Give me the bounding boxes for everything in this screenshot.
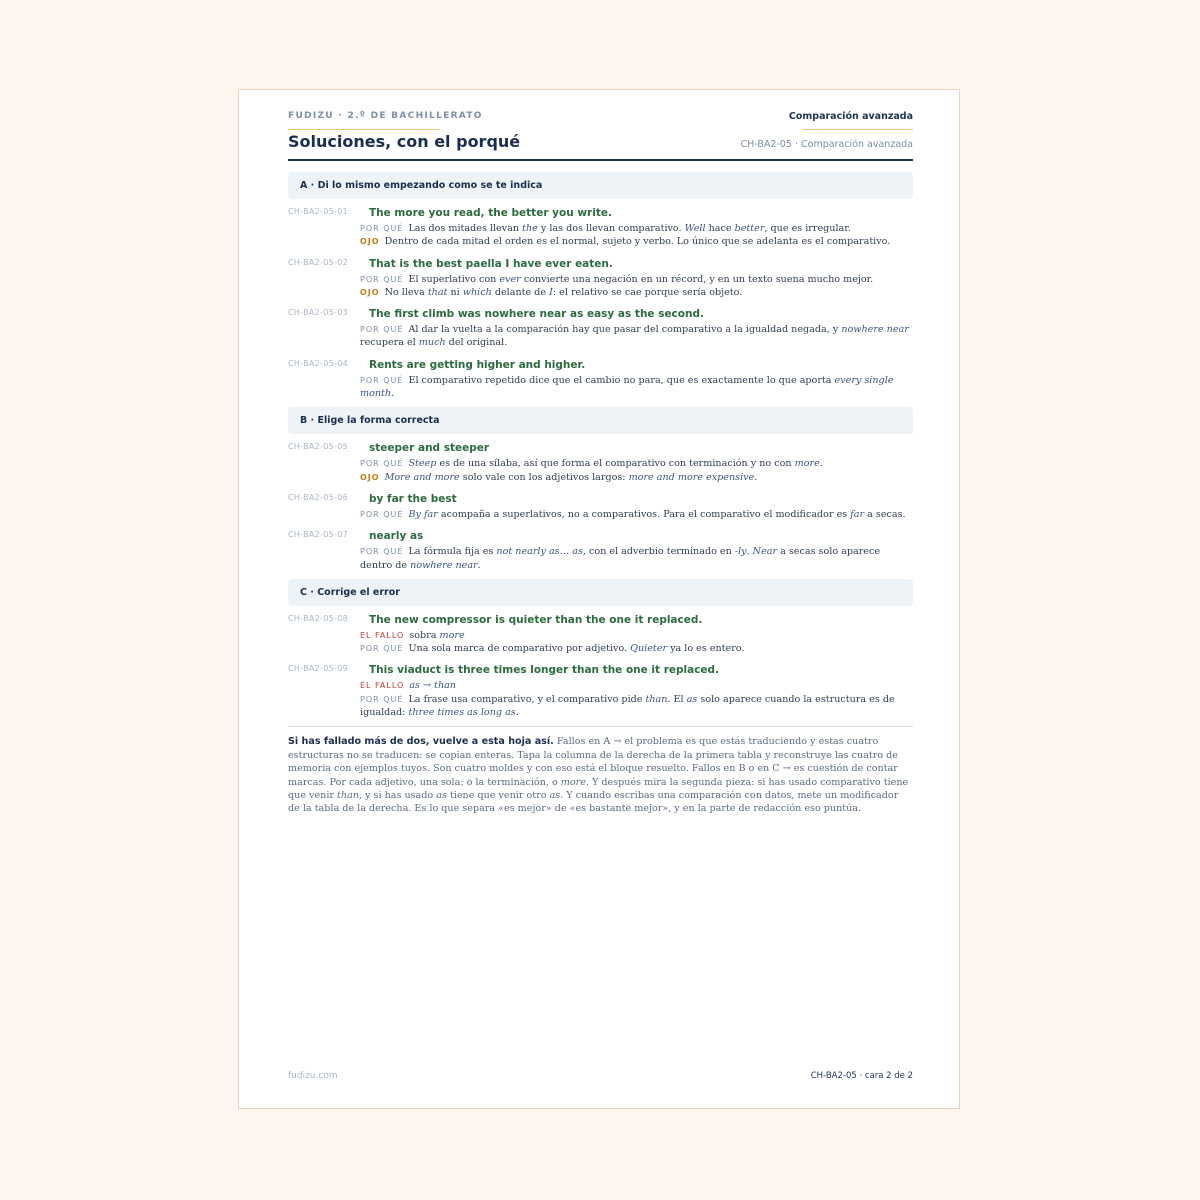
italic-term: -ly xyxy=(734,546,747,558)
answer-text: That is the best paella I have ever eaten. xyxy=(369,257,613,270)
italic-term: Well xyxy=(684,223,706,234)
item-code: CH-BA2-05-03 xyxy=(288,308,348,318)
solution-item xyxy=(288,440,913,484)
italic-term: nowhere near xyxy=(410,559,478,571)
italic-term: than xyxy=(337,789,359,801)
why-label: POR QUÉ xyxy=(360,509,404,519)
italic-term: as xyxy=(549,789,561,801)
why-note: POR QUÉ La frase usa comparativo, y el comparativo pide than. El as solo aparece cuando la estructura es de igualdad: three times as long as. xyxy=(360,693,895,719)
italic-term: that xyxy=(427,286,448,298)
title-divider xyxy=(288,159,913,161)
topic-underline xyxy=(803,129,913,130)
why-label: POR QUÉ xyxy=(360,644,404,654)
italic-term: more xyxy=(794,458,820,470)
ojo-note: OJO Dentro de cada mitad el orden es el normal, sujeto y verbo. Lo único que se adelanta es el comparativo. xyxy=(360,236,891,248)
why-note: POR QUÉ Al dar la vuelta a la comparación hay que pasar del comparativo a la igualdad negada, y nowhere near recupera el much del original. xyxy=(360,324,909,349)
italic-term: three times as long as xyxy=(408,707,516,719)
item-code: CH-BA2-05-01 xyxy=(288,207,348,216)
why-note: POR QUÉ Steep es de una sílaba, así que forma el comparativo con terminación y no con more. xyxy=(360,458,823,470)
italic-term: Quieter xyxy=(630,643,668,655)
italic-term: as xyxy=(436,789,447,801)
answer-text: The first climb was nowhere near as easy as the second. xyxy=(369,308,704,321)
brand-label: FUDIZU · 2.º DE BACHILLERATO xyxy=(288,111,483,121)
solution-item xyxy=(288,357,913,401)
italic-term: By far xyxy=(408,508,438,520)
italic-term: not nearly as… as xyxy=(496,546,583,558)
fallo-note xyxy=(360,679,913,692)
item-code: CH-BA2-05-08 xyxy=(288,613,348,623)
why-label: POR QUÉ xyxy=(360,694,404,704)
page-title: Soluciones, con el porqué xyxy=(288,132,521,151)
worksheet-page xyxy=(238,89,960,1109)
italic-term: the xyxy=(522,223,538,234)
solution-item xyxy=(288,205,913,249)
worksheet-code: CH-BA2-05 · Comparación avanzada xyxy=(740,139,913,150)
item-code: CH-BA2-05-04 xyxy=(288,358,348,368)
why-note: POR QUÉ By far acompaña a superlativos, no a comparativos. Para el comparativo el modificador es far a secas. xyxy=(360,508,906,520)
italic-term: Near xyxy=(752,546,778,558)
footer-site: fudizu.com xyxy=(288,1071,338,1081)
fallo-label: EL FALLO xyxy=(360,630,405,640)
why-note: POR QUÉ El superlativo con ever convierte una negación en un récord, y en un texto suena mucho mejor. xyxy=(360,273,874,285)
answer-text: by far the best xyxy=(369,492,457,505)
why-note: POR QUÉ La fórmula fija es not nearly as… as, con el adverbio terminado en -ly. Near a secas solo aparece dentro de nowhere near. xyxy=(360,546,881,571)
answer-text: This viaduct is three times longer than the one it replaced. xyxy=(369,664,720,677)
ojo-label: OJO xyxy=(360,287,380,297)
item-code: CH-BA2-05-06 xyxy=(288,492,348,502)
italic-term: than xyxy=(645,693,668,705)
answer-text: nearly as xyxy=(369,530,424,543)
why-label: POR QUÉ xyxy=(360,547,404,557)
brand-underline xyxy=(288,129,440,130)
italic-term: as → than xyxy=(409,680,457,692)
section-heading: C · Corrige el error xyxy=(288,579,913,606)
italic-term: ever xyxy=(499,273,521,285)
italic-term: every single month xyxy=(360,374,894,400)
item-code: CH-BA2-05-09 xyxy=(288,664,348,674)
why-label: POR QUÉ xyxy=(360,459,404,469)
italic-term: more xyxy=(560,776,586,788)
section-heading: A · Di lo mismo empezando como se te indica xyxy=(288,172,913,199)
solution-item xyxy=(288,662,913,719)
why-note: POR QUÉ Las dos mitades llevan the y las dos llevan comparativo. Well hace better, que es irregular. xyxy=(360,223,851,234)
why-label: POR QUÉ xyxy=(360,224,404,233)
ojo-note: OJO No lleva that ni which delante de I: el relativo se cae porque sería objeto. xyxy=(360,286,743,298)
italic-term: better xyxy=(734,223,765,234)
ojo-label: OJO xyxy=(360,472,380,482)
solution-item xyxy=(288,612,913,656)
solution-item xyxy=(288,256,913,300)
ojo-label: OJO xyxy=(360,237,380,247)
answer-text: The new compressor is quieter than the one it replaced. xyxy=(369,613,703,626)
italic-term: much xyxy=(418,337,446,349)
solution-item xyxy=(288,528,913,572)
footer-page-number: CH-BA2-05 · cara 2 de 2 xyxy=(810,1071,913,1081)
italic-term: as xyxy=(686,693,698,705)
italic-term: Steep xyxy=(408,458,437,470)
italic-term: far xyxy=(850,508,865,520)
answer-text: steeper and steeper xyxy=(369,442,490,455)
italic-term: I xyxy=(549,286,553,298)
why-label: POR QUÉ xyxy=(360,375,404,385)
italic-term: which xyxy=(462,286,492,298)
item-code: CH-BA2-05-07 xyxy=(288,530,348,540)
item-code: CH-BA2-05-05 xyxy=(288,442,348,452)
why-label: POR QUÉ xyxy=(360,325,404,335)
section-heading: B · Elige la forma correcta xyxy=(288,407,913,434)
page-header xyxy=(288,111,913,131)
fallo-label: EL FALLO xyxy=(360,681,405,691)
summary-divider xyxy=(288,726,913,727)
summary-lead: Si has fallado más de dos, vuelve a esta hoja así. xyxy=(288,736,554,748)
ojo-note: OJO More and more solo vale con los adjetivos largos: more and more expensive. xyxy=(360,471,758,483)
italic-term: More and more xyxy=(384,471,460,483)
why-label: POR QUÉ xyxy=(360,274,404,284)
solutions-content xyxy=(288,172,913,816)
italic-term: more and more expensive xyxy=(628,471,755,483)
answer-text: Rents are getting higher and higher. xyxy=(369,358,586,371)
italic-term: more xyxy=(439,629,465,641)
italic-term: nowhere near xyxy=(841,324,909,336)
fallo-note: EL FALLO sobra more xyxy=(360,629,465,641)
topic-label: Comparación avanzada xyxy=(788,111,913,122)
solution-item xyxy=(288,306,913,350)
answer-text: The more you read, the better you write. xyxy=(369,207,612,219)
why-note: POR QUÉ El comparativo repetido dice que el cambio no para, que es exactamente lo que aporta every single month. xyxy=(360,374,894,400)
solution-item xyxy=(288,491,913,521)
item-code: CH-BA2-05-02 xyxy=(288,257,348,267)
why-note: POR QUÉ Una sola marca de comparativo por adjetivo. Quieter ya lo es entero. xyxy=(360,643,745,655)
summary-paragraph: Si has fallado más de dos, vuelve a esta hoja así. Fallos en A → el problema es que estás traduciendo y estas cuatro estructuras no se traducen: se copian enteras. Tapa la columna de la derecha de la primera tabla y reconstruye las cuatro de memoria con ejemplos tuyos. Son cuatro moldes y con eso está el bloque resuelto. Fallos en B o en C → es cuestión de contar marcas. Por cada adjetivo, una sola: o la terminación, o more. Y después mira la segunda pieza: si has usado comparativo tiene que venir than, y si has usado as tiene que venir otro as. Y cuando escribas una comparación con datos, mete un modificador de la tabla de la derecha. Es lo que separa «es mejor» de «es bastante mejor», y en la parte de redacción eso puntúa. xyxy=(288,736,909,815)
